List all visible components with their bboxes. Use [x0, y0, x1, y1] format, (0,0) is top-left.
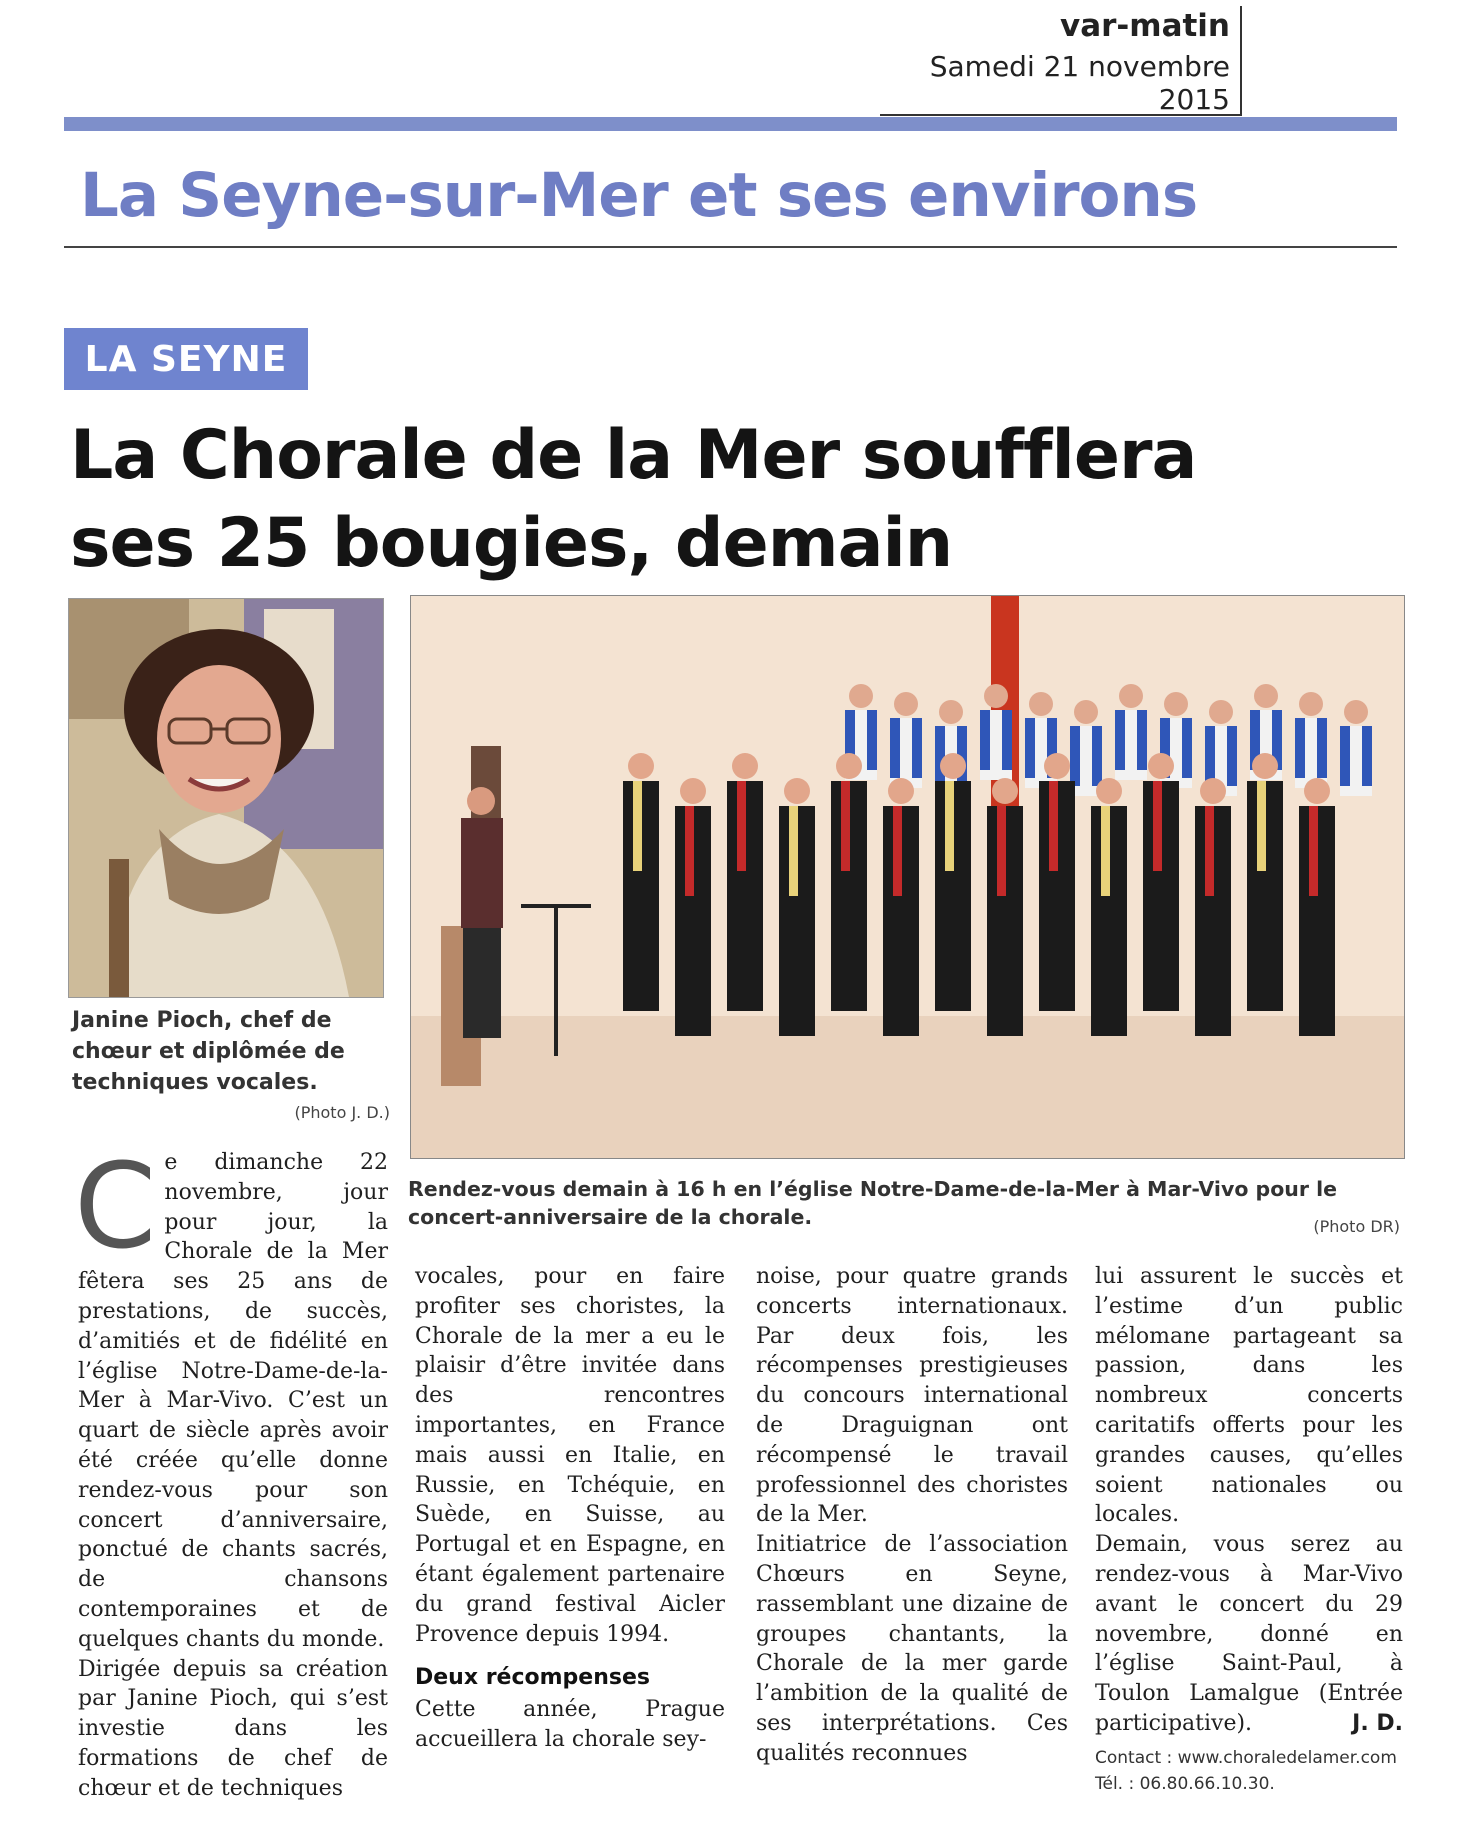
- choir-credit: (Photo DR): [1313, 1217, 1400, 1236]
- article-column-2: [415, 1262, 725, 1755]
- headline: La Chorale de la Mer soufflera ses 25 bougies, demain: [70, 416, 1197, 583]
- choir-caption: Rendez-vous demain à 16 h en l’église Notre-Dame-de-la-Mer à Mar-Vivo pour le concert-anniversaire de la chorale.: [408, 1177, 1338, 1229]
- portrait-photo: [68, 598, 384, 998]
- contact-website: Contact : www.choraledelamer.com: [1095, 1747, 1397, 1768]
- article-paragraph-8: Demain, vous serez au rendez-vous à Mar-Vivo avant le concert du 29 novembre, donné en l’église Saint-Paul, à Toulon Lamalgue (Entrée participative). J. D.: [1095, 1530, 1403, 1739]
- section-rule: [64, 117, 1397, 131]
- article-paragraph-3: vocales, pour en faire profiter ses choristes, la Chorale de la mer a eu le plaisir d’être invitée dans des rencontres importantes, en France mais aussi en Italie, en Russie, en Tchéquie, en Suède, en Suisse, au Portugal et en Espagne, en étant également partenaire du grand festival Aicler Provence depuis 1994.: [415, 1264, 725, 1647]
- portrait-credit: (Photo J. D.): [294, 1103, 390, 1122]
- author-signature: J. D.: [1352, 1710, 1403, 1736]
- kicker-label: LA SEYNE: [64, 328, 308, 390]
- article-paragraph-7: lui assurent le succès et l’estime d’un public mélomane partageant sa passion, dans les nombreux concerts caritatifs offerts pour les grandes causes, qu’elles soient nationales ou locales.: [1095, 1264, 1403, 1528]
- subheading: Deux récompenses: [415, 1665, 650, 1691]
- article-column-1: [74, 1137, 388, 1804]
- article-column-3: [756, 1262, 1068, 1769]
- article-paragraph-6: Initiatrice de l’association Chœurs en Seyne, rassemblant une dizaine de groupes chantants, la Chorale de la mer garde l’ambition de la qualité de ses interprétations. Ces qualités reconnues: [756, 1532, 1068, 1766]
- article-paragraph-5: noise, pour quatre grands concerts internationaux. Par deux fois, les récompenses prestigieuses du concours international de Draguignan ont récompensé le travail professionnel des choristes de la Mer.: [756, 1264, 1068, 1528]
- choir-photo: [410, 595, 1405, 1159]
- newspaper-name: var-matin: [1059, 8, 1230, 44]
- article-paragraph-2: Dirigée depuis sa création par Janine Pioch, qui s’est investie dans les formations de chef de chœur et de techniques: [78, 1656, 388, 1801]
- drop-cap: C: [74, 1137, 157, 1275]
- article-paragraph-1: e dimanche 22 novembre, jour pour jour, la Chorale de la Mer fêtera ses 25 ans de prestations, de succès, d’amitiés et de fidélité en l’église Notre-Dame-de-la-Mer à Mar-Vivo. C’est un quart de siècle après avoir été créée qu’elle donne rendez-vous pour son concert d’anniversaire, ponctué de chants sacrés, de chansons contemporaines et de quelques chants du monde.: [78, 1150, 388, 1652]
- article-paragraph-4: Cette année, Prague accueillera la chorale sey-: [415, 1697, 725, 1752]
- publication-date: Samedi 21 novembre 2015: [929, 50, 1230, 116]
- portrait-caption: Janine Pioch, chef de chœur et diplômée de techniques vocales.: [72, 1008, 345, 1095]
- section-title: La Seyne-sur-Mer et ses environs: [80, 160, 1198, 231]
- article-column-4: [1095, 1262, 1403, 1797]
- contact-phone: Tél. : 06.80.66.10.30.: [1095, 1773, 1275, 1794]
- section-divider: [64, 246, 1397, 248]
